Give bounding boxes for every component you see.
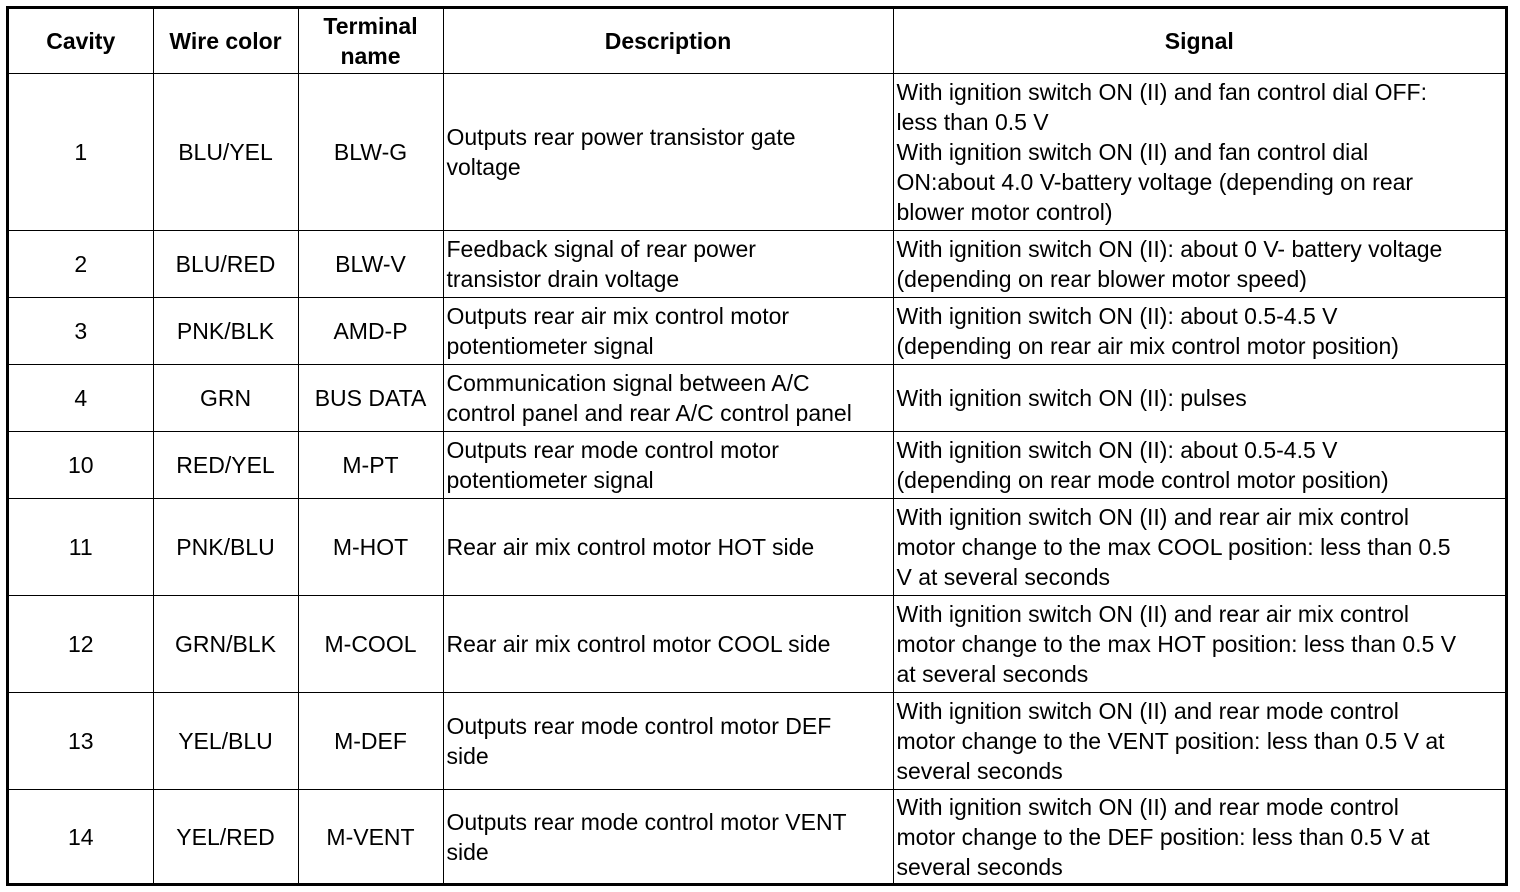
signal-line: motor change to the VENT position: less than 0.5 V at — [896, 727, 1445, 754]
signal-line: With ignition switch ON (II): about 0.5-4.5 V — [896, 436, 1338, 463]
wire-color-cell: BLU/YEL — [153, 73, 298, 230]
wire-color-cell: PNK/BLK — [153, 297, 298, 364]
signal-line: blower motor control) — [896, 198, 1113, 225]
signal-line: motor change to the DEF position: less than 0.5 V at — [896, 824, 1430, 851]
signal-line: With ignition switch ON (II): about 0.5-4.5 V — [896, 302, 1338, 329]
table-row — [9, 230, 1505, 297]
signal-line: motor change to the max HOT position: less than 0.5 V — [896, 630, 1457, 657]
description-line: Outputs rear air mix control motor — [446, 302, 790, 329]
description-line: transistor drain voltage — [446, 265, 680, 292]
signal-line: With ignition switch ON (II) and fan control dial OFF: — [896, 78, 1427, 105]
header-description: Description — [443, 9, 893, 73]
wire-color-cell: PNK/BLU — [153, 498, 298, 595]
signal-cell — [893, 230, 1505, 297]
description-line: Outputs rear mode control motor — [446, 436, 779, 463]
terminal-name-cell: M-DEF — [298, 692, 443, 789]
wire-color-cell: BLU/RED — [153, 230, 298, 297]
description-line: Communication signal between A/C — [446, 369, 810, 396]
description-cell — [443, 73, 893, 230]
terminal-name-cell: BUS DATA — [298, 364, 443, 431]
signal-cell — [893, 595, 1505, 692]
table-row — [9, 73, 1505, 230]
description-line: voltage — [446, 153, 521, 180]
wire-color-cell: YEL/BLU — [153, 692, 298, 789]
description-cell — [443, 595, 893, 692]
terminal-name-cell: M-COOL — [298, 595, 443, 692]
signal-line: less than 0.5 V — [896, 108, 1049, 135]
signal-line: (depending on rear air mix control motor position) — [896, 332, 1399, 359]
terminal-table-frame — [6, 6, 1508, 886]
description-line: Outputs rear power transistor gate — [446, 123, 796, 150]
table-row — [9, 595, 1505, 692]
signal-line: (depending on rear blower motor speed) — [896, 265, 1307, 292]
description-line: Rear air mix control motor COOL side — [446, 630, 831, 657]
header-row — [9, 9, 1505, 73]
wire-color-cell: RED/YEL — [153, 431, 298, 498]
description-cell — [443, 692, 893, 789]
description-line: control panel and rear A/C control panel — [446, 399, 852, 426]
signal-line: ON:about 4.0 V-battery voltage (depending on rear — [896, 168, 1414, 195]
signal-cell — [893, 364, 1505, 431]
signal-line: With ignition switch ON (II) and rear mode control — [896, 794, 1399, 821]
description-cell — [443, 297, 893, 364]
terminal-name-cell: BLW-V — [298, 230, 443, 297]
signal-line: several seconds — [896, 854, 1063, 881]
terminal-name-cell: BLW-G — [298, 73, 443, 230]
signal-line: With ignition switch ON (II) and rear mode control — [896, 697, 1399, 724]
header-signal: Signal — [893, 9, 1505, 73]
signal-cell — [893, 498, 1505, 595]
cavity-cell: 2 — [9, 230, 153, 297]
cavity-cell: 12 — [9, 595, 153, 692]
header-terminal-name-line-1: Terminal — [323, 12, 418, 39]
description-line: Outputs rear mode control motor VENT — [446, 809, 847, 836]
wire-color-cell: GRN/BLK — [153, 595, 298, 692]
header-terminal-name — [298, 9, 443, 73]
table-row — [9, 431, 1505, 498]
wire-color-cell: GRN — [153, 364, 298, 431]
description-cell — [443, 498, 893, 595]
table-row — [9, 789, 1505, 885]
cavity-cell: 13 — [9, 692, 153, 789]
signal-line: With ignition switch ON (II) and rear air mix control — [896, 503, 1410, 530]
connector-terminal-table — [9, 9, 1505, 885]
signal-line: several seconds — [896, 757, 1063, 784]
description-line: Feedback signal of rear power — [446, 235, 756, 262]
header-wire-color: Wire color — [153, 9, 298, 73]
description-line: side — [446, 742, 489, 769]
cavity-cell: 10 — [9, 431, 153, 498]
signal-line: V at several seconds — [896, 563, 1111, 590]
terminal-name-cell: AMD-P — [298, 297, 443, 364]
cavity-cell: 14 — [9, 789, 153, 885]
signal-line: With ignition switch ON (II) and fan control dial — [896, 138, 1369, 165]
description-line: Outputs rear mode control motor DEF — [446, 712, 832, 739]
cavity-cell: 4 — [9, 364, 153, 431]
table-row — [9, 297, 1505, 364]
description-cell — [443, 364, 893, 431]
terminal-name-cell: M-HOT — [298, 498, 443, 595]
signal-cell — [893, 692, 1505, 789]
cavity-cell: 3 — [9, 297, 153, 364]
signal-line: With ignition switch ON (II) and rear air mix control — [896, 600, 1410, 627]
table-row — [9, 364, 1505, 431]
cavity-cell: 1 — [9, 73, 153, 230]
signal-line: at several seconds — [896, 660, 1089, 687]
signal-cell — [893, 297, 1505, 364]
signal-cell — [893, 73, 1505, 230]
signal-cell — [893, 431, 1505, 498]
terminal-name-cell: M-PT — [298, 431, 443, 498]
description-cell — [443, 789, 893, 885]
signal-line: With ignition switch ON (II): pulses — [896, 384, 1247, 411]
cavity-cell: 11 — [9, 498, 153, 595]
table-row — [9, 498, 1505, 595]
wire-color-cell: YEL/RED — [153, 789, 298, 885]
header-terminal-name-line-2: name — [340, 42, 401, 69]
description-line: potentiometer signal — [446, 332, 654, 359]
description-cell — [443, 230, 893, 297]
description-cell — [443, 431, 893, 498]
description-line: side — [446, 839, 489, 866]
header-cavity: Cavity — [9, 9, 153, 73]
signal-line: (depending on rear mode control motor position) — [896, 466, 1389, 493]
terminal-name-cell: M-VENT — [298, 789, 443, 885]
table-row — [9, 692, 1505, 789]
description-line: potentiometer signal — [446, 466, 654, 493]
signal-cell — [893, 789, 1505, 885]
signal-line: With ignition switch ON (II): about 0 V- battery voltage — [896, 235, 1443, 262]
description-line: Rear air mix control motor HOT side — [446, 533, 815, 560]
signal-line: motor change to the max COOL position: less than 0.5 — [896, 533, 1451, 560]
